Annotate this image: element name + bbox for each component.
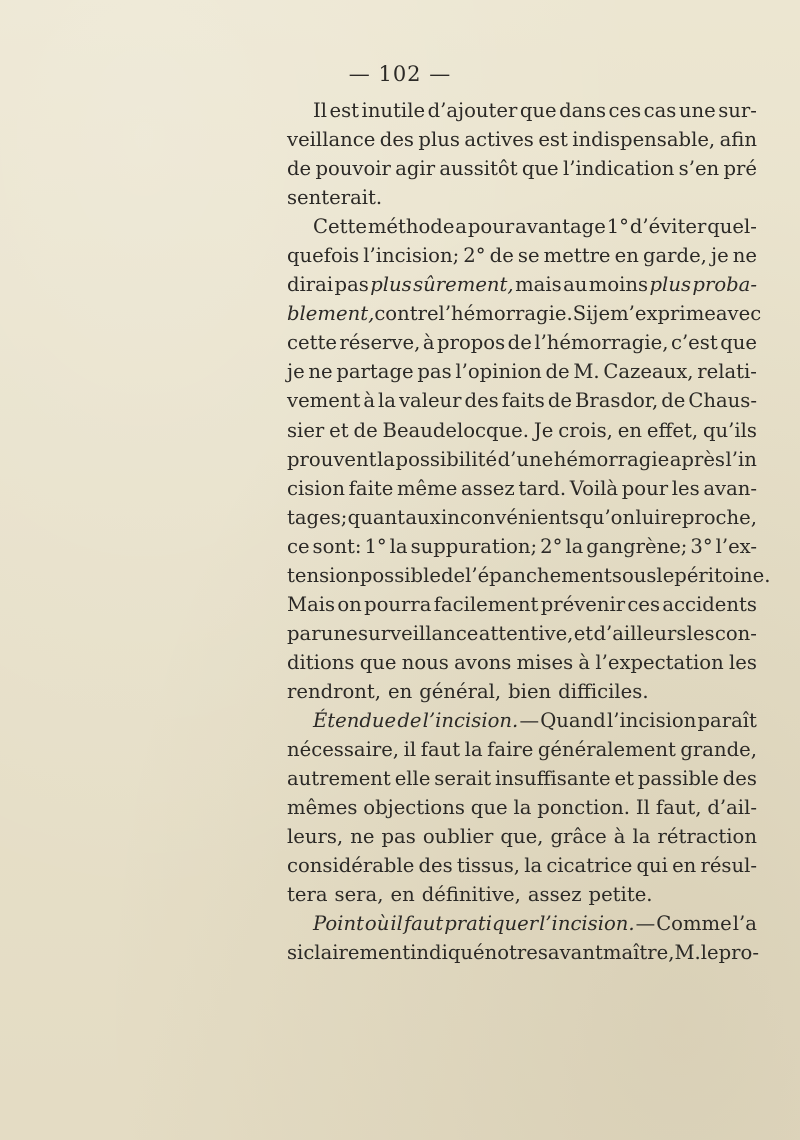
- word: garde,: [642, 244, 707, 268]
- word: la: [464, 738, 483, 762]
- word: sur-: [718, 99, 757, 122]
- word: d’ailleurs: [593, 621, 687, 645]
- word: partage: [336, 360, 414, 384]
- word: actives: [464, 128, 534, 152]
- word: l’incision.: [539, 912, 635, 936]
- word: notre: [484, 941, 538, 965]
- word: quefois: [287, 244, 360, 268]
- word: que: [519, 99, 557, 122]
- word: reproche,: [660, 505, 757, 529]
- word: sier: [287, 418, 325, 442]
- word: hémorragie: [553, 447, 670, 471]
- word: pour: [621, 476, 669, 500]
- word: agir: [395, 157, 436, 181]
- word: des: [464, 389, 499, 413]
- word: l’expectation: [595, 650, 724, 674]
- word: indispensable,: [572, 128, 716, 152]
- word: ne: [308, 360, 333, 384]
- word: avec: [715, 302, 762, 326]
- word: plus: [418, 128, 460, 152]
- word: oublier: [422, 825, 494, 849]
- text-line: [287, 590, 757, 619]
- word: qu’ils: [702, 418, 757, 442]
- word: ne: [350, 825, 375, 849]
- word: pouvoir: [315, 157, 391, 181]
- word: généralement: [537, 738, 676, 762]
- word: la: [378, 389, 396, 413]
- word: plus: [649, 273, 691, 297]
- word: après: [669, 447, 725, 471]
- word: propos: [437, 331, 506, 355]
- word: gangrène;: [586, 534, 688, 558]
- word: et: [614, 767, 634, 791]
- word: Point: [313, 912, 364, 936]
- text-line: [287, 619, 757, 648]
- word: faits: [501, 389, 545, 413]
- word: Comme: [656, 912, 732, 936]
- text-line: [287, 328, 757, 357]
- word: une: [320, 621, 358, 645]
- text-line: [287, 706, 757, 735]
- word: insuffisante: [495, 767, 611, 791]
- word: que: [470, 796, 508, 820]
- word: la: [524, 854, 543, 878]
- word: 2°: [463, 244, 486, 268]
- word: sûrement,: [413, 273, 514, 297]
- word: nous: [401, 650, 449, 674]
- word: en: [388, 679, 413, 703]
- word: se: [517, 244, 540, 268]
- text-line: [287, 822, 757, 851]
- word: rendront,: [287, 679, 382, 703]
- word: l’hémorragie.: [438, 302, 573, 326]
- word: la: [513, 796, 532, 820]
- word: que: [521, 157, 559, 181]
- word: Brasdor,: [574, 389, 659, 413]
- word: à: [422, 331, 435, 355]
- word: l’a: [732, 912, 757, 936]
- word: faut,: [655, 796, 702, 820]
- word: qui: [636, 854, 668, 878]
- word: quel-: [707, 215, 757, 239]
- text-line: [287, 125, 757, 154]
- text-line: [287, 154, 757, 183]
- word: pas: [417, 360, 452, 384]
- word: 2°: [540, 534, 563, 558]
- word: cas: [643, 99, 677, 122]
- word: de: [440, 563, 466, 587]
- word: avons: [454, 650, 512, 674]
- word: savant: [537, 941, 603, 965]
- word: des: [722, 767, 757, 791]
- word: Cette: [313, 215, 367, 239]
- word: ce: [287, 534, 310, 558]
- word: Si: [572, 302, 593, 326]
- word: M.: [573, 360, 600, 384]
- word: prouvent: [287, 447, 377, 471]
- text-line: [287, 793, 757, 822]
- word: effet,: [646, 418, 699, 442]
- word: je: [592, 302, 611, 326]
- text-line: [287, 96, 757, 125]
- text-line: [287, 386, 757, 415]
- word: en: [672, 854, 697, 878]
- word: inconvénients: [441, 505, 579, 529]
- body-text: [287, 96, 771, 967]
- word: afin: [719, 128, 757, 152]
- word: s’en: [678, 157, 720, 181]
- word: dans: [559, 99, 607, 122]
- word: 1°: [364, 534, 387, 558]
- word: pour: [467, 215, 515, 239]
- word: de: [547, 389, 572, 413]
- word: aux: [405, 505, 441, 529]
- word: indiqué: [410, 941, 485, 965]
- word: crois,: [558, 418, 613, 442]
- word: M.: [674, 941, 701, 965]
- word: avan-: [703, 476, 757, 500]
- word: contre: [374, 302, 439, 326]
- word: de: [489, 244, 514, 268]
- word: l’opinion: [455, 360, 542, 384]
- word: la: [377, 447, 395, 471]
- word: elle: [394, 767, 431, 791]
- word: mêmes: [287, 796, 358, 820]
- word: mais: [515, 273, 562, 297]
- word: faire: [487, 738, 534, 762]
- text-line: [287, 851, 757, 880]
- word: la: [565, 534, 584, 558]
- word: que: [720, 331, 757, 355]
- word: accidents: [662, 592, 757, 616]
- word: la: [389, 534, 408, 558]
- word: pro-: [718, 941, 759, 965]
- word: si: [287, 941, 304, 965]
- word: considérable: [287, 854, 415, 878]
- word: sous: [611, 563, 657, 587]
- word: Je: [533, 418, 554, 442]
- word: résul-: [700, 854, 757, 878]
- word: autrement: [287, 767, 391, 791]
- word: facilement: [433, 592, 539, 616]
- text-line: [287, 474, 757, 503]
- word: faut: [420, 738, 461, 762]
- word: con-: [714, 621, 757, 645]
- word: en: [617, 418, 642, 442]
- word: l’incision: [606, 708, 697, 732]
- word: à: [613, 825, 626, 849]
- word: passible: [637, 767, 719, 791]
- word: de: [661, 389, 686, 413]
- word: Chaus-: [688, 389, 757, 413]
- word: pratiquer: [444, 912, 539, 936]
- word: d’ajouter: [427, 99, 518, 122]
- word: péritoine.: [674, 563, 771, 587]
- word: ditions: [287, 650, 355, 674]
- word: possibilité: [395, 447, 498, 471]
- word: cicatrice: [546, 854, 633, 878]
- text-line: [287, 445, 757, 474]
- word: grande,: [680, 738, 757, 762]
- word: blement,: [287, 302, 375, 326]
- word: relati-: [697, 360, 757, 384]
- text-line: [287, 503, 757, 532]
- word: Voilà: [569, 476, 619, 500]
- word: veillance: [287, 128, 376, 152]
- word: maître,: [602, 941, 675, 965]
- word: pas: [381, 825, 416, 849]
- word: c’est: [670, 331, 718, 355]
- text-line: [287, 270, 757, 299]
- word: réserve,: [339, 331, 421, 355]
- text-line: [287, 648, 757, 677]
- word: de: [397, 708, 422, 732]
- word: avantage: [515, 215, 606, 239]
- text-line: [287, 532, 757, 561]
- word: en: [390, 883, 415, 907]
- word: à: [578, 650, 591, 674]
- word: les: [729, 650, 757, 674]
- text-line: [287, 241, 757, 270]
- word: d’ail-: [707, 796, 757, 820]
- text-line: [287, 357, 757, 386]
- word: 1°: [606, 215, 629, 239]
- word: tages;: [287, 505, 348, 529]
- word: proba-: [692, 273, 757, 297]
- text-line: [287, 299, 762, 328]
- word: des: [379, 128, 414, 152]
- word: bien: [508, 679, 552, 703]
- text-line: [287, 909, 757, 938]
- word: l’incision.: [422, 708, 519, 732]
- word: général,: [419, 679, 502, 703]
- text-line: [287, 416, 757, 445]
- word: plus: [370, 273, 412, 297]
- word: Beaudelocque.: [382, 418, 530, 442]
- word: clairement: [303, 941, 411, 965]
- text-line: [287, 764, 757, 793]
- text-line: [287, 880, 757, 909]
- text-line: [287, 212, 757, 241]
- word: l’incision;: [363, 244, 460, 268]
- word: Étendue: [313, 708, 397, 732]
- word: leurs,: [287, 825, 344, 849]
- word: la: [632, 825, 651, 849]
- word: dirai: [287, 273, 334, 297]
- word: —: [519, 708, 540, 732]
- word: pré: [723, 157, 757, 181]
- word: le: [656, 563, 675, 587]
- word: est: [538, 128, 568, 152]
- word: prévenir: [540, 592, 626, 616]
- word: rétraction: [657, 825, 757, 849]
- word: cision: [287, 476, 345, 500]
- word: en: [614, 244, 639, 268]
- word: l’ex-: [715, 534, 757, 558]
- word: au: [563, 273, 588, 297]
- word: moins: [588, 273, 649, 297]
- word: Il: [635, 796, 650, 820]
- word: mises: [516, 650, 574, 674]
- word: tension: [287, 563, 360, 587]
- word: lui: [635, 505, 661, 529]
- word: de: [545, 360, 570, 384]
- word: Quand: [540, 708, 606, 732]
- word: sera,: [334, 883, 384, 907]
- word: sont:: [312, 534, 362, 558]
- word: pourra: [364, 592, 432, 616]
- word: et: [329, 418, 349, 442]
- word: on: [337, 592, 362, 616]
- word: tissus,: [456, 854, 521, 878]
- page-number: — 102 —: [348, 62, 452, 86]
- text-line: [287, 938, 757, 967]
- word: senterait.: [287, 186, 383, 210]
- word: qu’on: [579, 505, 636, 529]
- word: et: [573, 621, 594, 645]
- word: ces: [608, 99, 642, 122]
- word: d’éviter: [629, 215, 707, 239]
- word: que: [359, 650, 397, 674]
- word: que,: [500, 825, 544, 849]
- word: d’une: [497, 447, 554, 471]
- word: l’épanchement: [465, 563, 612, 587]
- word: Il: [313, 99, 328, 122]
- word: tard.: [518, 476, 567, 500]
- text-line: [287, 183, 757, 212]
- word: de: [507, 331, 532, 355]
- word: valeur: [398, 389, 462, 413]
- word: par: [287, 621, 321, 645]
- word: je: [287, 360, 305, 384]
- word: mettre: [543, 244, 611, 268]
- word: ponction.: [537, 796, 631, 820]
- word: même: [396, 476, 458, 500]
- word: quant: [347, 505, 406, 529]
- word: est: [329, 99, 360, 122]
- word: de: [287, 157, 312, 181]
- word: faite: [348, 476, 394, 500]
- word: de: [353, 418, 378, 442]
- word: aussitôt: [439, 157, 518, 181]
- word: ne: [732, 244, 757, 268]
- word: surveillance: [358, 621, 479, 645]
- text-line: [287, 735, 757, 764]
- word: à: [363, 389, 376, 413]
- word: faut: [403, 912, 444, 936]
- word: les: [686, 621, 715, 645]
- word: il: [390, 912, 403, 936]
- word: pas: [334, 273, 369, 297]
- word: 3°: [690, 534, 713, 558]
- word: où: [364, 912, 390, 936]
- word: grâce: [550, 825, 607, 849]
- word: une: [678, 99, 716, 122]
- word: —: [635, 912, 656, 936]
- word: objections: [363, 796, 465, 820]
- word: serait: [434, 767, 492, 791]
- word: possible: [359, 563, 441, 587]
- word: Mais: [287, 592, 336, 616]
- word: définitive,: [421, 883, 521, 907]
- word: a: [455, 215, 467, 239]
- word: je: [711, 244, 729, 268]
- word: suppuration;: [410, 534, 538, 558]
- word: vement: [287, 389, 361, 413]
- word: l’hémorragie,: [534, 331, 669, 355]
- word: ces: [627, 592, 661, 616]
- word: attentive,: [478, 621, 574, 645]
- word: l’in: [725, 447, 757, 471]
- word: inutile: [361, 99, 426, 122]
- word: tera: [287, 883, 328, 907]
- text-line: [287, 677, 757, 706]
- word: difficiles.: [558, 679, 649, 703]
- word: l’indication: [562, 157, 675, 181]
- word: assez: [460, 476, 515, 500]
- text-line: [287, 561, 771, 590]
- word: des: [418, 854, 453, 878]
- word: Cazeaux,: [603, 360, 694, 384]
- word: le: [700, 941, 719, 965]
- word: méthode: [367, 215, 455, 239]
- word: m’exprime: [610, 302, 716, 326]
- word: il: [403, 738, 417, 762]
- word: cette: [287, 331, 337, 355]
- word: les: [671, 476, 700, 500]
- word: nécessaire,: [287, 738, 400, 762]
- word: petite.: [588, 883, 653, 907]
- word: paraît: [697, 708, 757, 732]
- word: assez: [527, 883, 582, 907]
